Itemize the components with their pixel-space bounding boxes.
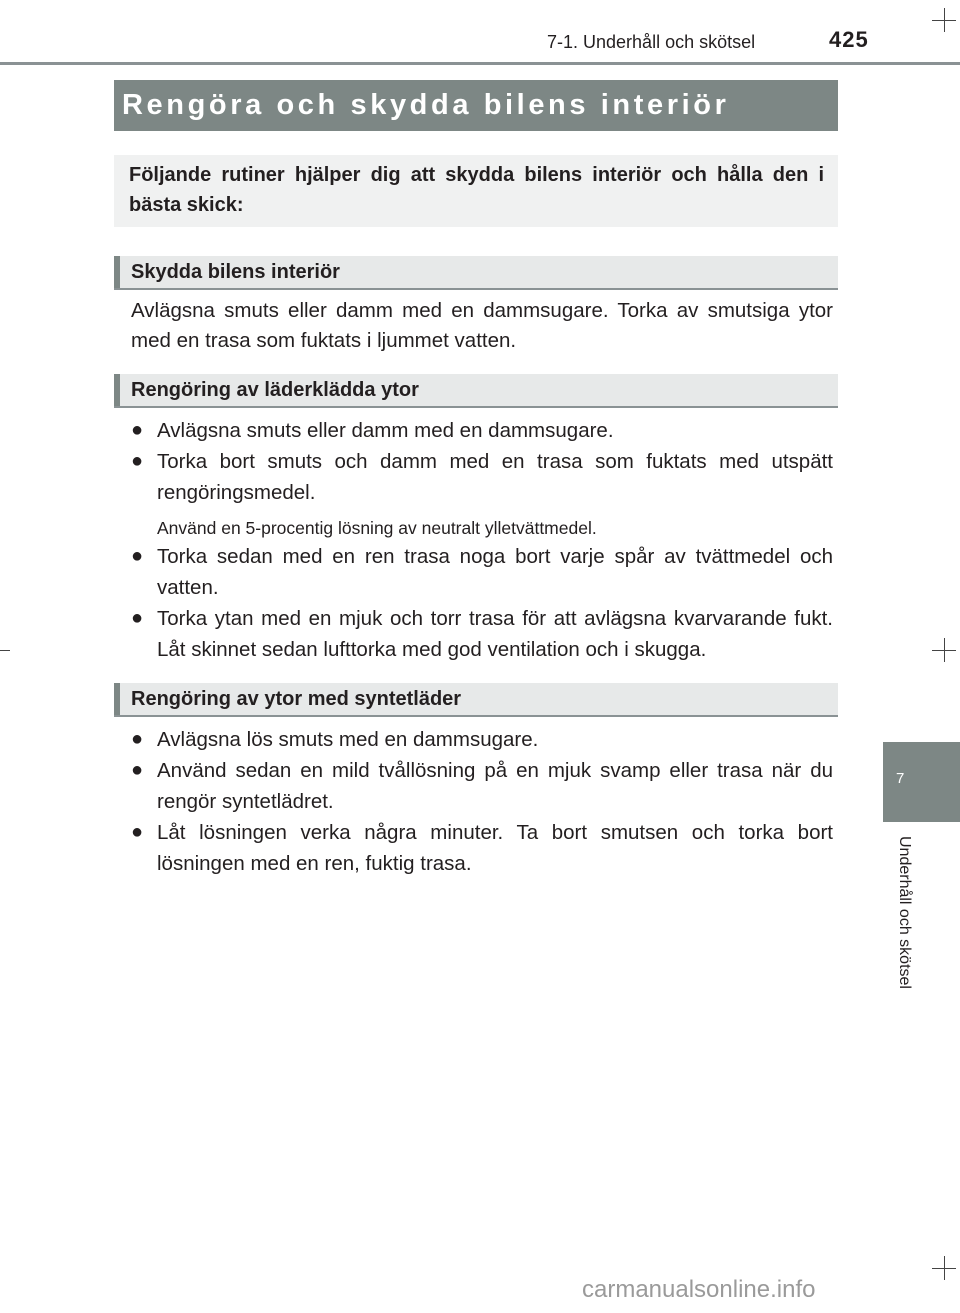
list-item — [131, 541, 833, 603]
crop-mark — [944, 1256, 945, 1280]
bullet-icon: ● — [131, 545, 144, 567]
list-item — [131, 415, 833, 446]
section-heading-protect — [114, 256, 838, 290]
crop-mark — [944, 638, 945, 662]
list-item-text: Avlägsna smuts eller damm med en dammsugare. — [157, 419, 614, 442]
chapter-tab — [883, 742, 960, 822]
section-heading-leather — [114, 374, 838, 408]
intro-box: Följande rutiner hjälper dig att skydda bilens interiör och hålla den i bästa skick: — [114, 155, 838, 227]
bullet-icon: ● — [131, 450, 144, 472]
page-number: 425 — [829, 27, 869, 52]
chapter-number: 7 — [896, 770, 905, 787]
bullet-icon: ● — [131, 419, 144, 441]
list-item-text: Använd sedan en mild tvållösning på en mjuk svamp eller trasa när du rengör syntetlädret. — [157, 759, 833, 813]
bullet-icon: ● — [131, 759, 144, 781]
page-title: Rengöra och skydda bilens interiör — [114, 80, 838, 131]
list-item-text: Torka bort smuts och damm med en trasa som fuktats med utspätt rengöringsmedel. — [157, 450, 833, 504]
bullet-icon: ● — [131, 607, 144, 629]
list-item — [131, 755, 833, 817]
bullet-icon: ● — [131, 728, 144, 750]
list-item-text: Avlägsna lös smuts med en dammsugare. — [157, 728, 539, 751]
header-section-title: 7-1. Underhåll och skötsel — [547, 32, 756, 52]
watermark: carmanualsonline.info — [582, 1276, 816, 1303]
list-item-text: Låt lösningen verka några minuter. Ta bort smutsen och torka bort lösningen med en ren, fuktig trasa. — [157, 821, 833, 875]
section-heading-label: Rengöring av läderklädda ytor — [131, 379, 419, 401]
crop-mark — [0, 650, 10, 651]
chapter-label: Underhåll och skötsel — [896, 836, 913, 989]
list-item-text: Torka sedan med en ren trasa noga bort varje spår av tvättmedel och vatten. — [157, 545, 833, 599]
list-item-text: Torka ytan med en mjuk och torr trasa för att avlägsna kvarvarande fukt. Låt skinnet sedan lufttorka med god ventilation och i skugga. — [157, 607, 833, 661]
note-text: Använd en 5-procentig lösning av neutralt ylletvättmedel. — [157, 518, 597, 538]
list-item — [131, 724, 833, 755]
header-rule — [0, 62, 960, 65]
section-heading-label: Skydda bilens interiör — [131, 261, 340, 283]
crop-mark — [944, 8, 945, 32]
section-heading-synthetic — [114, 683, 838, 717]
list-item — [131, 446, 833, 508]
section-heading-label: Rengöring av ytor med syntetläder — [131, 688, 462, 710]
list-item — [131, 817, 833, 879]
section-paragraph: Avlägsna smuts eller damm med en dammsugare. Torka av smutsiga ytor med en trasa som fuktats i ljummet vatten. — [131, 299, 833, 352]
list-item — [131, 603, 833, 665]
bullet-icon: ● — [131, 821, 144, 843]
